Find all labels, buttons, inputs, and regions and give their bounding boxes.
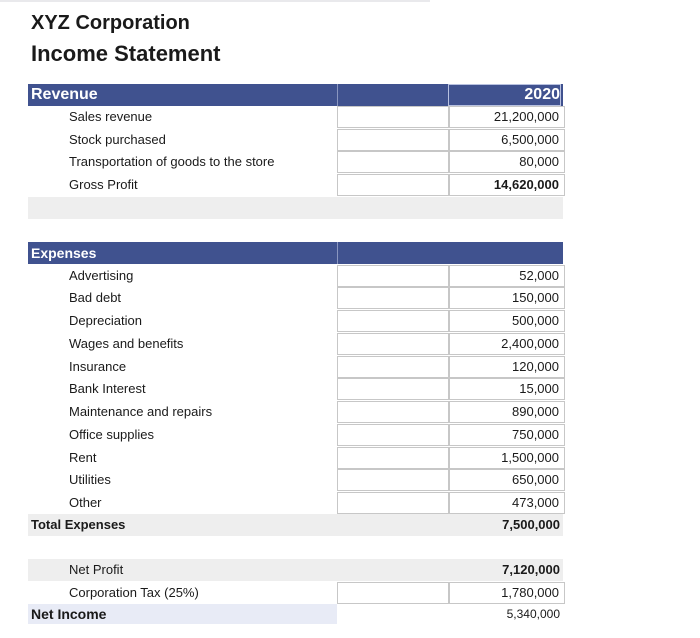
row-value: 80,000: [519, 154, 559, 169]
net-profit-value: 7,120,000: [502, 562, 560, 577]
value-cell[interactable]: [449, 174, 565, 196]
row-value: 15,000: [519, 381, 559, 396]
row-value: 750,000: [512, 427, 559, 442]
top-divider: [0, 0, 430, 2]
empty-cell[interactable]: [337, 174, 449, 196]
row-label: Advertising: [69, 268, 134, 283]
row-value: 473,000: [512, 495, 559, 510]
empty-cell[interactable]: [337, 106, 449, 128]
empty-cell[interactable]: [337, 424, 449, 446]
row-label: Utilities: [69, 472, 111, 487]
row-label: Maintenance and repairs: [69, 404, 213, 419]
value-cell[interactable]: [449, 333, 565, 355]
row-label: Stock purchased: [69, 132, 166, 147]
statement-title: Income Statement: [31, 41, 221, 66]
empty-cell[interactable]: [337, 447, 449, 469]
row-value: 52,000: [519, 268, 559, 283]
row-value: 2,400,000: [501, 336, 559, 351]
row-label: Insurance: [69, 359, 127, 374]
total-expenses-row: [28, 514, 563, 536]
row-value: 500,000: [512, 313, 559, 328]
value-cell[interactable]: [449, 129, 565, 151]
value-cell[interactable]: [449, 378, 565, 400]
value-cell[interactable]: [449, 492, 565, 514]
expenses-header: [28, 242, 563, 264]
row-label: Bank Interest: [69, 381, 146, 396]
year-label: 2020: [448, 84, 561, 106]
value-cell[interactable]: [449, 356, 565, 378]
row-label: Gross Profit: [69, 177, 138, 192]
row-value: 650,000: [512, 472, 559, 487]
header-separator: [337, 242, 338, 264]
empty-cell[interactable]: [337, 151, 449, 173]
row-label: Wages and benefits: [69, 336, 184, 351]
row-label: Transportation of goods to the store: [69, 154, 275, 169]
value-cell[interactable]: [449, 265, 565, 287]
value-cell[interactable]: [449, 469, 565, 491]
empty-cell[interactable]: [337, 401, 449, 423]
empty-cell[interactable]: [337, 469, 449, 491]
row-value: 150,000: [512, 290, 559, 305]
corporation-tax-label: Corporation Tax (25%): [69, 585, 199, 600]
net-income-label: Net Income: [31, 606, 107, 622]
empty-cell[interactable]: [337, 356, 449, 378]
empty-cell[interactable]: [337, 378, 449, 400]
row-value: 120,000: [512, 359, 559, 374]
net-income-value: 5,340,000: [506, 607, 560, 621]
row-value: 890,000: [512, 404, 559, 419]
header-separator: [337, 84, 338, 106]
value-cell[interactable]: [449, 424, 565, 446]
total-expenses-label: Total Expenses: [31, 517, 126, 532]
value-cell[interactable]: [449, 582, 565, 604]
value-cell[interactable]: [449, 106, 565, 128]
expenses-heading: Expenses: [31, 245, 97, 261]
corporation-tax-value: 1,780,000: [501, 585, 559, 600]
net-profit-label: Net Profit: [69, 562, 124, 577]
value-cell[interactable]: [449, 310, 565, 332]
empty-cell[interactable]: [337, 287, 449, 309]
row-label: Rent: [69, 450, 97, 465]
value-cell[interactable]: [449, 151, 565, 173]
empty-cell[interactable]: [337, 310, 449, 332]
row-label: Sales revenue: [69, 109, 153, 124]
spacer-band: [28, 197, 563, 219]
empty-cell[interactable]: [337, 333, 449, 355]
row-value: 6,500,000: [501, 132, 559, 147]
empty-cell[interactable]: [337, 265, 449, 287]
empty-cell[interactable]: [337, 129, 449, 151]
empty-cell[interactable]: [337, 582, 449, 604]
value-cell[interactable]: [449, 447, 565, 469]
company-name: XYZ Corporation: [31, 12, 190, 34]
value-cell[interactable]: [449, 287, 565, 309]
value-cell[interactable]: [449, 401, 565, 423]
row-label: Bad debt: [69, 290, 122, 305]
gross-profit-value: 14,620,000: [493, 177, 559, 192]
row-value: 1,500,000: [501, 450, 559, 465]
row-value: 21,200,000: [493, 109, 559, 124]
revenue-heading: Revenue: [31, 86, 98, 103]
row-label: Other: [69, 495, 102, 510]
empty-cell[interactable]: [337, 492, 449, 514]
row-label: Depreciation: [69, 313, 142, 328]
row-label: Office supplies: [69, 427, 155, 442]
revenue-header: [28, 84, 563, 106]
total-expenses-value: 7,500,000: [502, 517, 560, 532]
net-income-row: [28, 604, 337, 624]
